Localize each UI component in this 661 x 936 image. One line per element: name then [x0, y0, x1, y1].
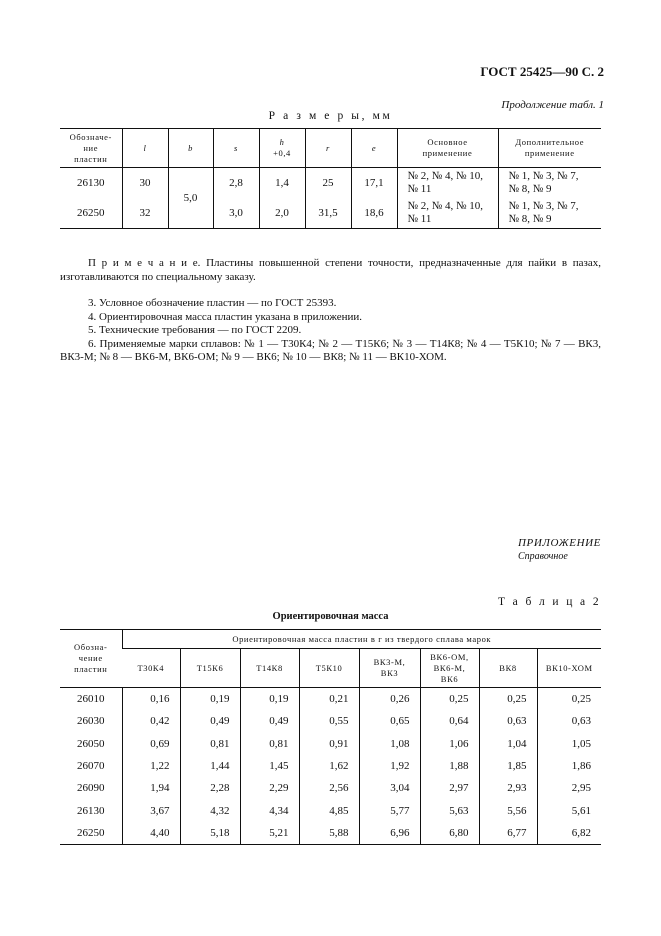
cell-s: 3,0	[213, 198, 259, 229]
clauses-list	[60, 297, 601, 365]
header-l: l	[122, 129, 168, 168]
cell-mass: 1,44	[180, 755, 240, 777]
cell-mass: 0,63	[479, 710, 537, 732]
cell-mass: 3,67	[122, 799, 180, 821]
cell-s: 2,8	[213, 168, 259, 199]
page-header: ГОСТ 25425—90 С. 2	[480, 64, 604, 79]
cell-mass: 5,61	[537, 799, 601, 821]
cell-mass: 1,88	[420, 755, 479, 777]
note-paragraph	[60, 257, 601, 284]
table-row	[60, 710, 601, 732]
cell-mass: 0,25	[420, 688, 479, 711]
cell-mass: 6,96	[359, 822, 420, 845]
table-row	[60, 822, 601, 845]
cell-mass: 2,56	[299, 777, 359, 799]
cell-mass: 0,26	[359, 688, 420, 711]
appendix-title: ПРИЛОЖЕНИЕ	[518, 537, 601, 549]
list-item: 6. Применяемые марки сплавов: № 1 — Т30К4; № 2 — Т15К6; № 3 — Т14К8; № 4 — Т5К10; № 7 — ВК3, ВК3-М; № 8 — ВК6-М, ВК6-ОМ; № 9 — ВК6; № 10 — ВК8; № 11 — ВК10-ХОМ.	[60, 337, 601, 363]
cell-mass: 2,29	[240, 777, 299, 799]
header-alloy: ВК10-ХОМ	[537, 649, 601, 688]
cell-l: 30	[122, 168, 168, 199]
cell-mass: 5,63	[420, 799, 479, 821]
header-b: b	[168, 129, 213, 168]
header-s: s	[213, 129, 259, 168]
table-header-row	[60, 649, 601, 688]
cell-designation: 26050	[77, 737, 105, 750]
cell-mass: 0,81	[180, 733, 240, 755]
table-continuation-label: Продолжение табл. 1	[501, 99, 604, 111]
header-alloy: ВК3-М, ВК3	[359, 649, 420, 688]
cell-mass: 5,88	[299, 822, 359, 845]
header-e: e	[351, 129, 397, 168]
cell-designation: 26130	[77, 804, 105, 817]
cell-mass: 4,34	[240, 799, 299, 821]
header-extra-application: Дополнительное применение	[498, 129, 601, 168]
cell-mass: 3,04	[359, 777, 420, 799]
cell-mass: 0,81	[240, 733, 299, 755]
table2-title: Ориентировочная масса	[272, 611, 389, 622]
cell-mass: 6,82	[537, 822, 601, 845]
cell-mass: 6,77	[479, 822, 537, 845]
header-group: Ориентировочная масса пластин в г из твердого сплава марок	[122, 630, 601, 649]
cell-mass: 0,64	[420, 710, 479, 732]
cell-r: 25	[305, 168, 351, 199]
table-row	[60, 168, 601, 199]
note-text: Пластины повышенной степени точности, предназначенные для пайки в пазах, изготавливаются по специальному заказу.	[60, 257, 602, 283]
cell-l: 32	[122, 198, 168, 229]
cell-mass: 0,25	[537, 688, 601, 711]
cell-mass: 5,18	[180, 822, 240, 845]
cell-mass: 0,69	[122, 733, 180, 755]
cell-mass: 1,85	[479, 755, 537, 777]
cell-mass: 0,49	[240, 710, 299, 732]
cell-mass: 0,63	[537, 710, 601, 732]
cell-extra-application: № 1, № 3, № 7, № 8, № 9	[498, 198, 601, 229]
cell-mass: 0,42	[122, 710, 180, 732]
header-alloy: Т14К8	[240, 649, 299, 688]
cell-mass: 6,80	[420, 822, 479, 845]
cell-mass: 0,91	[299, 733, 359, 755]
cell-mass: 2,95	[537, 777, 601, 799]
cell-mass: 0,49	[180, 710, 240, 732]
cell-designation: 26010	[77, 693, 105, 706]
cell-mass: 1,05	[537, 733, 601, 755]
cell-mass: 0,25	[479, 688, 537, 711]
cell-mass: 5,56	[479, 799, 537, 821]
cell-extra-application: № 1, № 3, № 7, № 8, № 9	[498, 168, 601, 199]
cell-e: 17,1	[351, 168, 397, 199]
table-row	[60, 777, 601, 799]
cell-designation: 26250	[77, 207, 105, 219]
cell-mass: 0,19	[240, 688, 299, 711]
cell-mass: 1,92	[359, 755, 420, 777]
cell-main-application: № 2, № 4, № 10, № 11	[397, 168, 498, 199]
cell-b-common: 5,0	[168, 168, 213, 229]
cell-designation: 26090	[77, 782, 105, 795]
cell-mass: 1,06	[420, 733, 479, 755]
cell-h: 1,4	[259, 168, 305, 199]
table-row	[60, 198, 601, 229]
cell-mass: 1,94	[122, 777, 180, 799]
cell-mass: 0,19	[180, 688, 240, 711]
cell-mass: 2,97	[420, 777, 479, 799]
cell-mass: 4,40	[122, 822, 180, 845]
header-alloy: Т15К6	[180, 649, 240, 688]
cell-mass: 1,45	[240, 755, 299, 777]
header-alloy: Т30К4	[122, 649, 180, 688]
cell-mass: 0,21	[299, 688, 359, 711]
cell-mass: 1,86	[537, 755, 601, 777]
header-designation: Обозна- чение пластин	[60, 630, 122, 688]
cell-mass: 1,04	[479, 733, 537, 755]
table-header-row	[60, 630, 601, 649]
header-main-application: Основное применение	[397, 129, 498, 168]
appendix-subtitle: Справочное	[518, 551, 568, 562]
cell-designation: 26030	[77, 715, 105, 728]
cell-mass: 0,16	[122, 688, 180, 711]
list-item: 5. Технические требования — по ГОСТ 2209.	[88, 324, 302, 336]
header-alloy: ВК6-ОМ, ВК6-М, ВК6	[420, 649, 479, 688]
list-item: 4. Ориентировочная масса пластин указана в приложении.	[88, 310, 362, 323]
cell-r: 31,5	[305, 198, 351, 229]
table2-label: Т а б л и ц а 2	[497, 596, 601, 608]
table-header-row	[60, 129, 601, 168]
cell-mass: 5,77	[359, 799, 420, 821]
cell-mass: 4,85	[299, 799, 359, 821]
list-item: 3. Условное обозначение пластин — по ГОСТ 25393.	[88, 297, 337, 309]
cell-mass: 2,93	[479, 777, 537, 799]
cell-e: 18,6	[351, 198, 397, 229]
cell-h: 2,0	[259, 198, 305, 229]
plates-dimensions-table	[60, 128, 601, 229]
cell-designation: 26250	[77, 826, 105, 839]
header-r: r	[305, 129, 351, 168]
cell-mass: 4,32	[180, 799, 240, 821]
cell-designation: 26070	[77, 760, 105, 773]
cell-mass: 0,65	[359, 710, 420, 732]
cell-mass: 2,28	[180, 777, 240, 799]
header-alloy: ВК8	[479, 649, 537, 688]
note-label: П р и м е ч а н и е.	[88, 257, 201, 269]
cell-mass: 5,21	[240, 822, 299, 845]
table-row	[60, 755, 601, 777]
header-h: h +0,4	[259, 129, 305, 168]
cell-mass: 1,08	[359, 733, 420, 755]
cell-designation: 26130	[77, 177, 105, 189]
cell-main-application: № 2, № 4, № 10, № 11	[397, 198, 498, 229]
header-alloy: Т5К10	[299, 649, 359, 688]
cell-mass: 0,55	[299, 710, 359, 732]
table1-title: Р а з м е р ы, мм	[268, 110, 393, 122]
plates-mass-table	[60, 629, 601, 845]
table-row	[60, 688, 601, 711]
header-designation: Обозначе- ние пластин	[60, 129, 122, 168]
cell-mass: 1,62	[299, 755, 359, 777]
cell-mass: 1,22	[122, 755, 180, 777]
table-row	[60, 799, 601, 821]
table-row	[60, 733, 601, 755]
